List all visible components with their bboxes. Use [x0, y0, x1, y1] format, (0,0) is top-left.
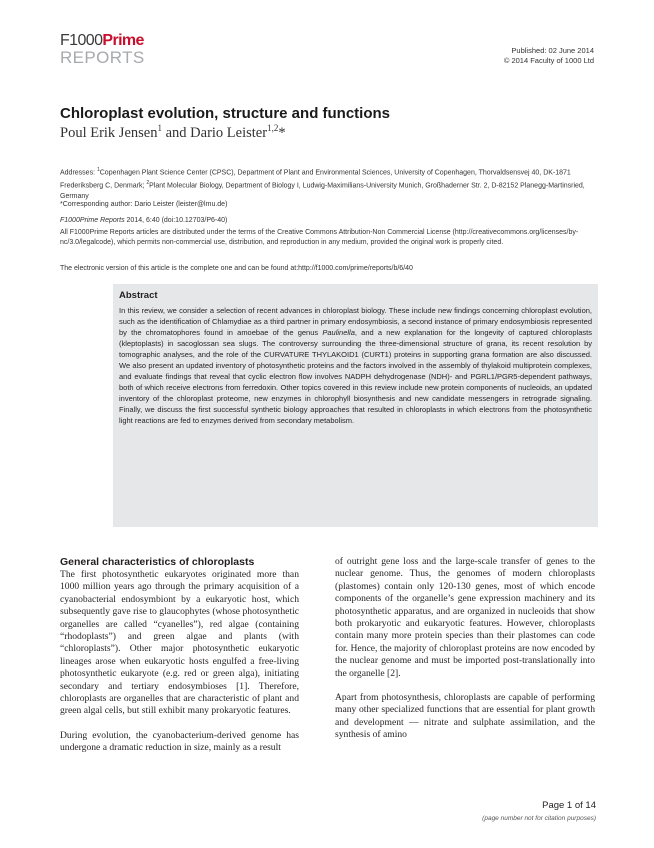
- section-heading: General characteristics of chloroplasts: [60, 556, 255, 568]
- author-separator: and: [161, 124, 191, 141]
- citation: [60, 216, 596, 226]
- article-title: Chloroplast evolution, structure and functions: [60, 105, 391, 122]
- address-2-marker: 2: [146, 180, 150, 187]
- address-1: Copenhagen Plant Science Center (CPSC), Department of Plant and Environmental Sciences, University of Copenhagen, Thorvaldsensvej 40, DK-1871 Frederiksberg C, Denmark;: [60, 169, 571, 190]
- paragraph: During evolution, the cyanobacterium-derived genome has undergone a dramatic reduction in size, mainly as a result: [60, 729, 299, 754]
- author-line: [60, 123, 286, 142]
- paragraph: The first photosynthetic eukaryotes originated more than 1000 million years ago through the primary acquisition of a cyanobacterial endosymbiont by a eukaryotic host, which subsequently gave rise to glaucophytes (whose photosynthetic organelles are called “cyanelles”), red algae (containing “rhodoplasts”) and green algae and plants (with “chloroplasts”). Other major photosynthetic eukaryotic lineages arose when eukaryotic hosts engulfed a free-living photosynthetic eukaryote (e.g. red or green alga), initiating secondary and tertiary endosymbioses [1]. Therefore, chloroplasts are organelles that are characteristic of plant and green algal cells, but still exhibit many prokaryotic features.: [60, 569, 299, 717]
- author-1: Poul Erik Jensen: [60, 124, 158, 141]
- license-statement: All F1000Prime Reports articles are distributed under the terms of the Creative Commons Attribution-Non Commercial License (http://creativecommons.org/licenses/by-nc/3.0/legalcode), which permits non-commercial use, distribution, and reproduction in any medium, provided the original work is properly cited.: [60, 229, 579, 246]
- address-2: Plant Molecular Biology, Department of Biology I, Ludwig-Maximilians-University Munich, Großhaderner Str. 2, D-82152 Planegg-Martinsried, Germany: [60, 182, 585, 200]
- corresponding-author: *Corresponding author: Dario Leister (leister@lmu.de): [60, 201, 228, 208]
- body-column-right: [335, 556, 595, 742]
- published-date: Published: 02 June 2014: [511, 46, 594, 55]
- abstract-text-part-1: In this review, we consider a selection of recent advances in chloroplast biology. These include new findings concerning chloroplast evolution, such as the identification of Chlamydiae as a third partner in primary endosymbiosis, a second instance of primary endosymbiosis represented by the chromatophores found in amoebae of the genus: [119, 306, 592, 337]
- citation-journal: F1000Prime Reports: [60, 217, 125, 224]
- logo-wordmark-top: [60, 33, 170, 49]
- author-2-affiliation: 1,2: [267, 123, 279, 133]
- publication-info: [504, 46, 594, 66]
- electronic-version-note: The electronic version of this article is the complete one and can be found at:http://f1000.com/prime/reports/b/6/40: [60, 265, 413, 272]
- abstract-heading: Abstract: [119, 290, 158, 301]
- paragraph: Apart from photosynthesis, chloroplasts are capable of performing many other specialized functions that are essential for plant growth and development — nitrate and sulphate assimilation, and the synthesis of amino: [335, 692, 595, 741]
- logo-prime: Prime: [102, 32, 144, 49]
- f1000prime-reports-logo: [60, 33, 170, 66]
- author-1-affiliation: 1: [157, 123, 162, 133]
- body-column-left: [60, 555, 299, 755]
- abstract-text-part-2: , and a new explanation for the longevity of captured chloroplasts (kleptoplasts) in sacoglossan sea slugs. The controversy surrounding the three-dimensional structure of grana, its recent resolution by tomographic analyses, and the role of the CURVATURE THYLAKOID1 (CURT1) proteins in supporting grana formation are also discussed. We also present an updated inventory of photosynthetic proteins and the factors involved in the assembly of thylakoid multiprotein complexes, and evaluate findings that reveal that cyclic electron flow involves NADPH dehydrogenase (NDH)- and PGRL1/PGR5-dependent pathways, both of which receive electrons from ferredoxin. Other topics covered in this review include new protein components of nucleoids, an updated inventory of the chloroplast proteome, new enzymes in chlorophyll biosynthesis and new candidate messengers in retrograde signaling. Finally, we discuss the first successful synthetic biology approaches that resulted in chloroplasts in which electrons from the photosynthetic light reactions are fed to enzymes derived from secondary metabolism.: [119, 328, 592, 425]
- citation-details: 2014, 6:40 (doi:10.12703/P6-40): [124, 217, 228, 224]
- logo-reports: REPORTS: [60, 48, 145, 67]
- addresses: [60, 165, 596, 202]
- logo-f1000: F1000: [60, 32, 103, 49]
- copyright: © 2014 Faculty of 1000 Ltd: [503, 56, 594, 65]
- page-number-note: (page number not for citation purposes): [482, 815, 596, 822]
- abstract-genus-name: Paulinella: [322, 328, 355, 337]
- addresses-label: Addresses:: [60, 169, 97, 177]
- page-number: Page 1 of 14: [542, 800, 596, 811]
- address-1-marker: 1: [96, 167, 100, 173]
- abstract-box: [113, 284, 598, 527]
- corresponding-asterisk: *: [278, 124, 286, 141]
- author-2: Dario Leister: [190, 124, 268, 141]
- abstract-text: [119, 305, 592, 426]
- paragraph: of outright gene loss and the large-scale transfer of genes to the nuclear genome. Thus, the genomes of modern chloroplasts (plastomes) contain only 120-130 genes, most of which encode components of the organelle’s gene expression machinery and its photosynthetic apparatus, and are organized in nucleoids that show both prokaryotic and eukaryotic features. However, chloroplasts contain many more protein species than their plastomes can code for. Hence, the majority of chloroplast proteins are now encoded by the nuclear genome and must be imported post-translationally into the organelle [2].: [335, 556, 595, 679]
